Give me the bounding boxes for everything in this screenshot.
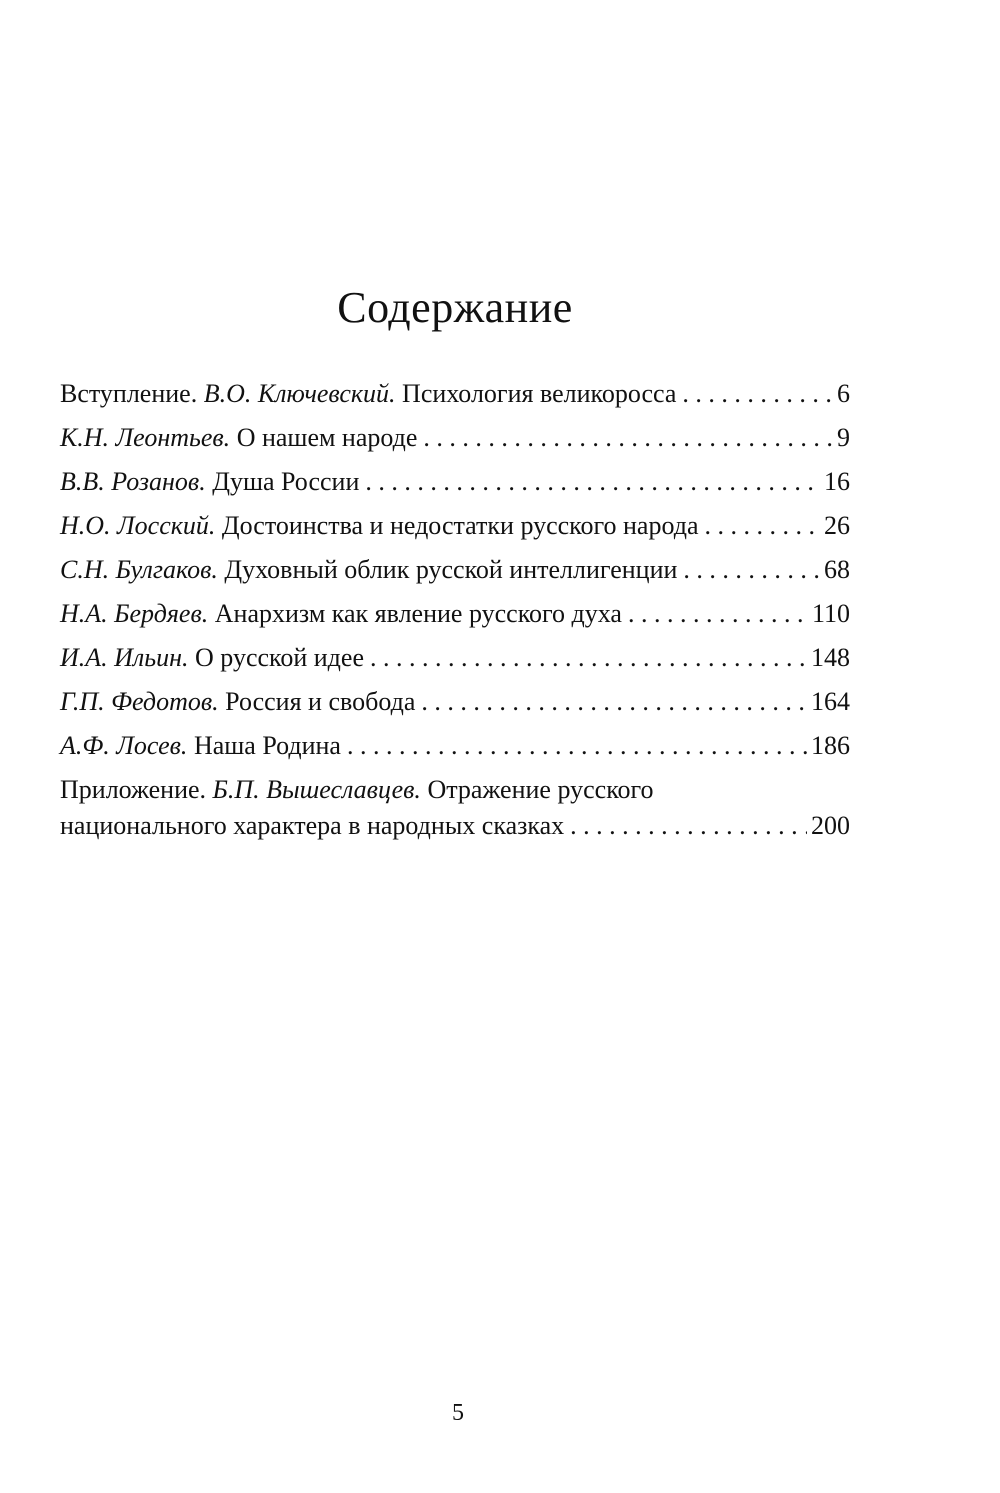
toc-entry-page: 9 [837,423,850,452]
toc-leader-dots [683,548,820,592]
toc-entry-prefix: Приложение. [60,775,207,804]
toc-entry [60,372,850,416]
toc-entry [60,460,850,504]
toc-entry [60,592,850,636]
toc-entry [60,504,850,548]
toc-entry-page: 26 [824,511,850,540]
toc-entry-author: Б.П. Вышеславцев. [212,775,421,804]
toc-entry-author: С.Н. Булгаков. [60,555,218,584]
toc-entry-label [60,372,676,416]
toc-entry-page: 200 [811,811,850,840]
toc-entry [60,636,850,680]
toc-entry-label [60,416,417,460]
toc-entry-title: Духовный облик русской интеллигенции [224,555,678,584]
toc-entry-title: Достоинства и недостатки русского народа [221,511,699,540]
toc-entry-page: 110 [811,599,850,628]
toc-entry-page: 68 [824,555,850,584]
toc-entry-label [60,592,622,636]
toc-entry-label [60,724,341,768]
toc-entry-page: 6 [837,379,850,408]
toc-entry-author: Г.П. Федотов. [60,687,219,716]
toc-entry-author: К.Н. Леонтьев. [60,423,231,452]
toc-entry-title: Отражение русского [427,775,654,804]
toc-entry-title: О русской идее [195,643,364,672]
toc-entry-label [60,772,850,808]
toc-entry-page: 16 [824,467,850,496]
toc-entry-title: национального характера в народных сказках [60,811,565,840]
toc-entry [60,548,850,592]
toc-leader-dots [705,504,821,548]
toc-leader-dots [347,724,807,768]
toc-leader-dots [421,680,807,724]
toc-entry-page: 186 [811,731,850,760]
toc-entry-author: В.О. Ключевский. [203,379,396,408]
toc-leader-dots [423,416,833,460]
toc-entry-title: Душа России [212,467,360,496]
toc-entry-label [60,636,364,680]
toc-leader-dots [682,372,833,416]
page-title: Содержание [337,283,573,332]
toc-entry-label [60,548,677,592]
toc-entry-title: О нашем народе [236,423,418,452]
toc-entry-page: 148 [811,643,850,672]
toc-leader-dots [628,592,808,636]
toc-entry-label [60,460,359,504]
toc-leader-dots [570,808,807,844]
toc-entry-author: И.А. Ильин. [60,643,189,672]
toc-entry-prefix: Вступление. [60,379,198,408]
toc-entry-title: Наша Родина [193,731,341,760]
toc-entry-author: А.Ф. Лосев. [60,731,188,760]
toc-entry [60,680,850,724]
toc-entry [60,416,850,460]
page-number: 5 [452,1400,464,1426]
toc-entry-label [60,680,415,724]
toc-entry-page: 164 [811,687,850,716]
toc-entry-title: Анархизм как явление русского духа [214,599,622,628]
toc-entry-author: Н.О. Лосский. [60,511,216,540]
toc-leader-dots [365,460,820,504]
toc-entry-author: В.В. Розанов. [60,467,206,496]
table-of-contents [60,372,850,844]
toc-entry [60,724,850,768]
toc-leader-dots [370,636,807,680]
toc-entry-appendix [60,768,850,844]
toc-entry-title: Россия и свобода [225,687,416,716]
toc-entry-continuation [60,808,850,844]
toc-entry-label [60,504,699,548]
toc-entry-title: Психология великоросса [402,379,677,408]
toc-entry-author: Н.А. Бердяев. [60,599,209,628]
